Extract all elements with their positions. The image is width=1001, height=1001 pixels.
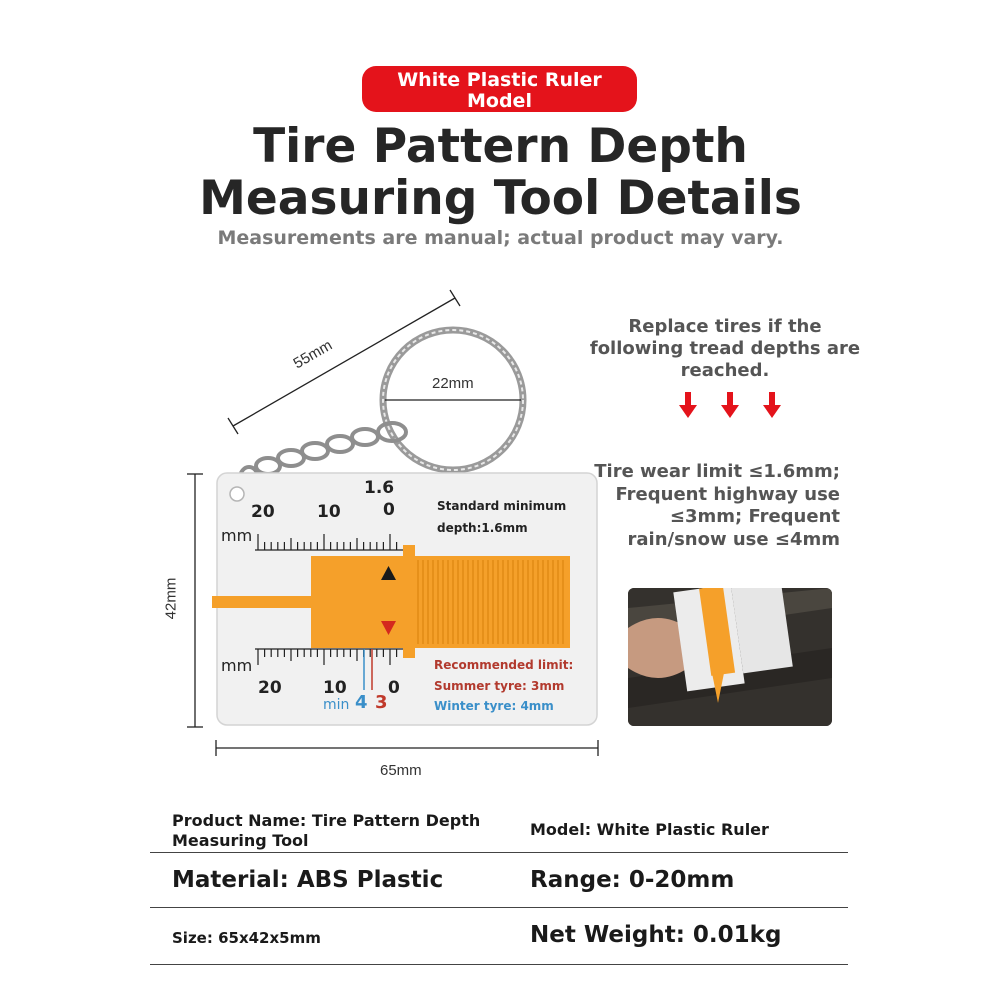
top-scale-0: 0 (383, 500, 395, 520)
wear-limits (560, 461, 840, 551)
replace-note-line2: following tread depths are (589, 338, 861, 359)
wear-line2: Frequent highway use (615, 483, 840, 505)
bottom-scale-20: 20 (258, 678, 282, 698)
winter-mark: 4 (355, 692, 368, 713)
badge-line2: Model (467, 90, 532, 112)
spec-size: Size: 65x42x5mm (172, 929, 321, 947)
down-arrow-icon (721, 392, 739, 418)
spec-divider-1 (150, 852, 848, 853)
min-label: min (323, 697, 350, 713)
spec-product-name-line1: Product Name: Tire Pattern Depth (172, 811, 481, 830)
page-subtitle: Measurements are manual; actual product may vary. (217, 227, 784, 249)
width-label: 65mm (380, 762, 422, 779)
spec-divider-3 (150, 964, 848, 965)
standard-label-1: Standard minimum (437, 499, 567, 513)
down-arrow-icon (679, 392, 697, 418)
badge-line1: White Plastic Ruler (397, 69, 602, 91)
summer-mark: 3 (375, 692, 388, 713)
spec-weight: Net Weight: 0.01kg (530, 922, 782, 948)
bottom-scale-10: 10 (323, 678, 347, 698)
page-title-line2: Measuring Tool Details (199, 171, 802, 226)
summer-limit: Summer tyre: 3mm (434, 679, 565, 693)
down-arrow-icon (763, 392, 781, 418)
key-ring (383, 330, 523, 470)
page-title-line1: Tire Pattern Depth (253, 119, 748, 174)
spec-product-name (172, 811, 480, 851)
ring-diameter-label: 22mm (432, 375, 474, 392)
bottom-unit-label: mm (221, 656, 253, 675)
spec-material: Material: ABS Plastic (172, 867, 444, 893)
bottom-scale-0: 0 (388, 678, 400, 698)
top-unit-label: mm (221, 526, 253, 545)
wear-line1: Tire wear limit ≤1.6mm; (594, 461, 840, 482)
height-dimension (187, 474, 203, 727)
winter-limit: Winter tyre: 4mm (434, 699, 554, 713)
replace-note-line1: Replace tires if the (628, 316, 822, 337)
recommended-title: Recommended limit: (434, 658, 574, 672)
top-scale-10: 10 (317, 502, 341, 522)
wear-line4: rain/snow use ≤4mm (627, 528, 840, 550)
standard-label-2: depth:1.6mm (437, 521, 528, 535)
usage-photo (628, 588, 832, 726)
spec-range: Range: 0-20mm (530, 867, 735, 893)
wear-line3: ≤3mm; Frequent (669, 506, 840, 527)
width-dimension (216, 740, 598, 756)
replace-note (585, 316, 865, 382)
length-dimension (228, 290, 460, 434)
top-scale-20: 20 (251, 502, 275, 522)
height-label: 42mm (162, 577, 180, 620)
top-mark-1-6: 1.6 (364, 478, 395, 498)
length-label: 55mm (290, 336, 336, 373)
down-arrows (676, 390, 786, 422)
spec-product-name-line2: Measuring Tool (172, 831, 309, 850)
replace-note-line3: reached. (680, 360, 770, 381)
spec-model: Model: White Plastic Ruler (530, 820, 769, 839)
spec-divider-2 (150, 907, 848, 908)
